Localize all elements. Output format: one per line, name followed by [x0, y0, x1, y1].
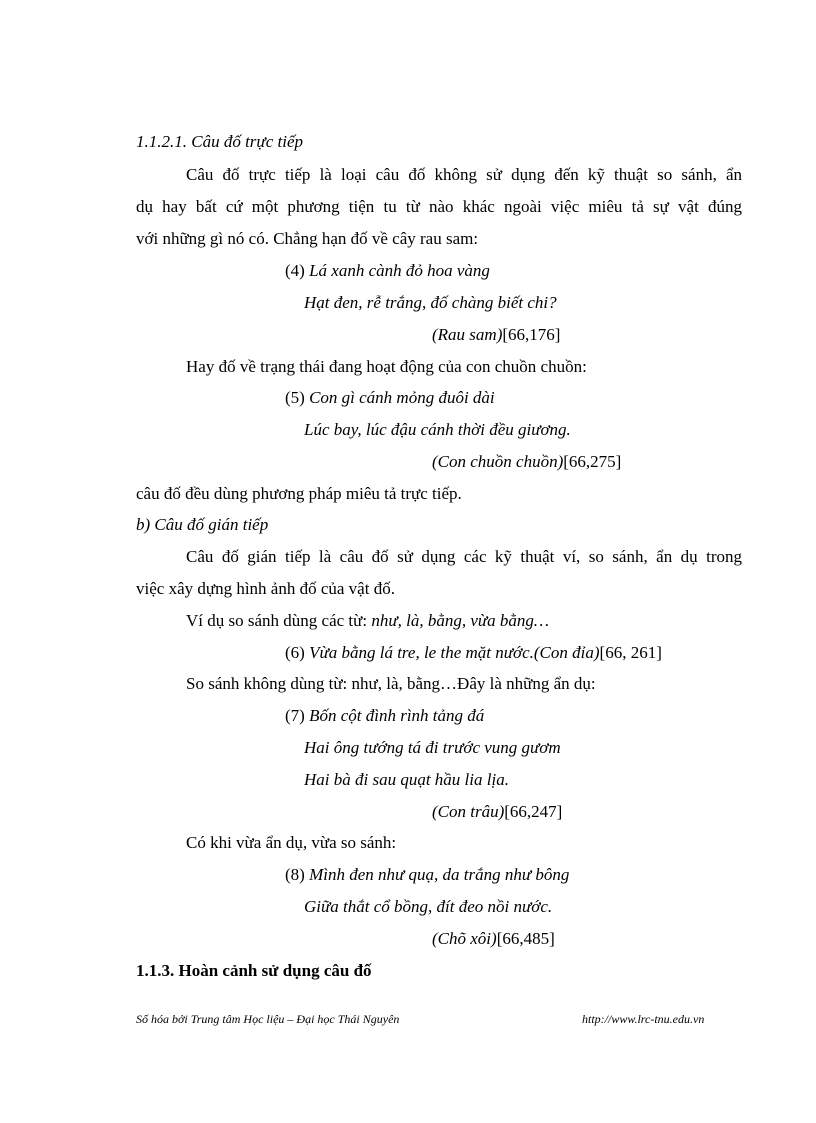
- paragraph-line: việc xây dựng hình ảnh đố của vật đố.: [136, 579, 395, 598]
- citation: [66,275]: [563, 452, 622, 471]
- example-8-answer: [432, 928, 555, 950]
- riddle-answer: (Con chuồn chuồn): [432, 452, 564, 471]
- paragraph-line: với những gì nó có. Chẳng hạn đố về cây rau sam:: [136, 229, 479, 248]
- paragraph-line: [186, 610, 549, 632]
- example-7-line-3: Hai bà đi sau quạt hầu lia lịa.: [304, 770, 509, 789]
- example-8-line-1: [285, 864, 569, 886]
- example-7-line-2: Hai ông tướng tá đi trước vung gươm: [304, 738, 561, 757]
- paragraph-line: câu đố đều dùng phương pháp miêu tả trực tiếp.: [136, 484, 462, 503]
- footer-source: Số hóa bởi Trung tâm Học liệu – Đại học Thái Nguyên: [136, 1012, 400, 1026]
- riddle-text: Vừa bằng lá tre, le the mặt nước.(Con đỉa): [309, 643, 600, 662]
- footer-url: http://www.lrc-tnu.edu.vn: [582, 1012, 705, 1026]
- example-number: (4): [285, 261, 310, 280]
- riddle-text: Bốn cột đình rình tảng đá: [309, 706, 485, 725]
- example-4-line-1: [285, 260, 490, 282]
- riddle-answer: (Chõ xôi): [432, 929, 497, 948]
- section-heading-b: b) Câu đố gián tiếp: [136, 515, 269, 534]
- example-number: (5): [285, 388, 310, 407]
- paragraph-line: Có khi vừa ẩn dụ, vừa so sánh:: [186, 833, 397, 852]
- example-5-answer: [432, 451, 621, 473]
- section-heading-1-1-3: 1.1.3. Hoàn cảnh sử dụng câu đố: [136, 961, 372, 980]
- citation: [66,176]: [502, 325, 561, 344]
- citation: [66, 261]: [599, 643, 662, 662]
- example-5-line-2: Lúc bay, lúc đậu cánh thời đều giương.: [304, 420, 571, 439]
- example-7-answer: [432, 801, 562, 823]
- riddle-answer: (Rau sam): [432, 325, 503, 344]
- example-4-answer: [432, 324, 560, 346]
- example-8-line-2: Giữa thắt cổ bồng, đít đeo nồi nước.: [304, 897, 553, 916]
- paragraph-line: dụ hay bất cứ một phương tiện tu từ nào khác ngoài việc miêu tả sự vật đúng: [136, 197, 742, 216]
- example-number: (7): [285, 706, 310, 725]
- comparison-words: như, là, bằng, vừa bằng…: [371, 611, 550, 630]
- citation: [66,247]: [504, 802, 563, 821]
- riddle-answer: (Con trâu): [432, 802, 505, 821]
- intro-text: Ví dụ so sánh dùng các từ:: [186, 611, 372, 630]
- example-7-line-1: [285, 705, 484, 727]
- riddle-text: Lá xanh cành đỏ hoa vàng: [309, 261, 490, 280]
- riddle-text: Mình đen như quạ, da trắng như bông: [309, 865, 570, 884]
- paragraph-line: Câu đố trực tiếp là loại câu đố không sử dụng đến kỹ thuật so sánh, ẩn: [186, 165, 742, 184]
- paragraph-line: Hay đố về trạng thái đang hoạt động của con chuồn chuồn:: [186, 357, 587, 376]
- citation: [66,485]: [496, 929, 555, 948]
- section-heading-1-1-2-1: 1.1.2.1. Câu đố trực tiếp: [136, 132, 303, 151]
- riddle-text: Con gì cánh mỏng đuôi dài: [309, 388, 495, 407]
- paragraph-line: Câu đố gián tiếp là câu đố sử dụng các kỹ thuật ví, so sánh, ẩn dụ trong: [186, 547, 742, 566]
- example-number: (8): [285, 865, 310, 884]
- example-number: (6): [285, 643, 310, 662]
- example-6-line: [285, 642, 662, 664]
- example-4-line-2: Hạt đen, rễ trắng, đố chàng biết chi?: [304, 293, 557, 312]
- example-5-line-1: [285, 387, 495, 409]
- paragraph-line: So sánh không dùng từ: như, là, bằng…Đây là những ẩn dụ:: [186, 674, 596, 693]
